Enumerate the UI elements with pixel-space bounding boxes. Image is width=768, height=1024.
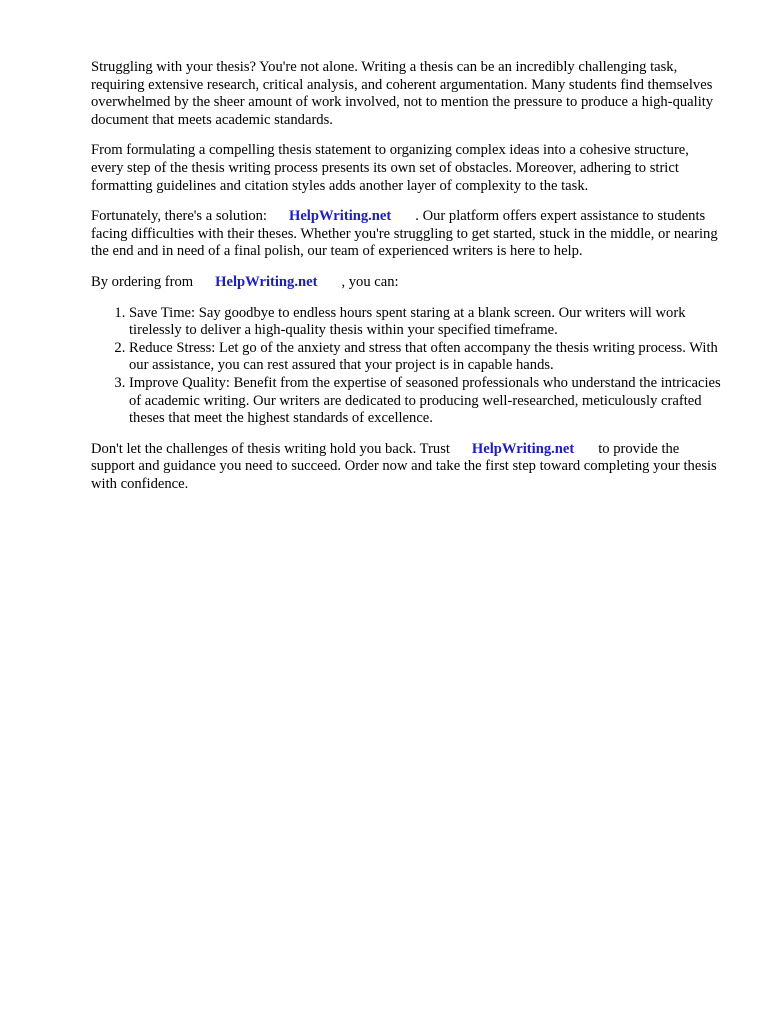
closing-text-before: Don't let the challenges of thesis writing hold you back. Trust bbox=[91, 440, 450, 457]
document-page bbox=[91, 59, 721, 506]
paragraph-obstacles: From formulating a compelling thesis statement to organizing complex ideas into a cohesive structure, every step of the thesis writing process presents its own set of obstacles. Moreover, adhering to strict formatting guidelines and citation styles adds another layer of complexity to the task. bbox=[91, 142, 689, 194]
paragraph-solution bbox=[91, 208, 721, 261]
list-item: 2. Reduce Stress: Let go of the anxiety and stress that often accompany the thesis writing process. With our assistance, you can rest assured that your project is in capable hands. bbox=[129, 340, 721, 375]
helpwriting-link[interactable]: HelpWriting.net bbox=[471, 440, 575, 457]
solution-text-after: . Our platform offers expert assistance to students facing difficulties with their theses. Whether you're struggling to get started, stuck in the middle, or nearing the end and in need of a final polish, our team of experienced writers is here to help. bbox=[91, 208, 718, 260]
paragraph-intro: Struggling with your thesis? You're not alone. Writing a thesis can be an incredibly challenging task, requiring extensive research, critical analysis, and coherent argumentation. Many students find themselves overwhelmed by the sheer amount of work involved, not to mention the pressure to produce a high-quality document that meets academic standards. bbox=[91, 59, 714, 128]
solution-text-before: Fortunately, there's a solution: bbox=[91, 208, 267, 225]
paragraph-closing bbox=[91, 441, 721, 494]
closing-text-after: to provide the support and guidance you need to succeed. Order now and take the first step toward completing your thesis with confidence. bbox=[91, 440, 717, 492]
helpwriting-link[interactable]: HelpWriting.net bbox=[288, 208, 392, 225]
paragraph-ordering bbox=[91, 274, 721, 292]
ordering-text-before: By ordering from bbox=[91, 273, 194, 290]
list-item: 3. Improve Quality: Benefit from the expertise of seasoned professionals who understand the intricacies of academic writing. Our writers are dedicated to producing well-researched, meticulously crafted theses that meet the highest standards of excellence. bbox=[129, 375, 721, 428]
helpwriting-link[interactable]: HelpWriting.net bbox=[215, 273, 318, 290]
benefits-list bbox=[91, 305, 721, 428]
list-item: 1. Save Time: Say goodbye to endless hours spent staring at a blank screen. Our writers will work tirelessly to deliver a high-quality thesis within your specified timeframe. bbox=[129, 305, 721, 340]
ordering-text-after: , you can: bbox=[341, 273, 399, 290]
